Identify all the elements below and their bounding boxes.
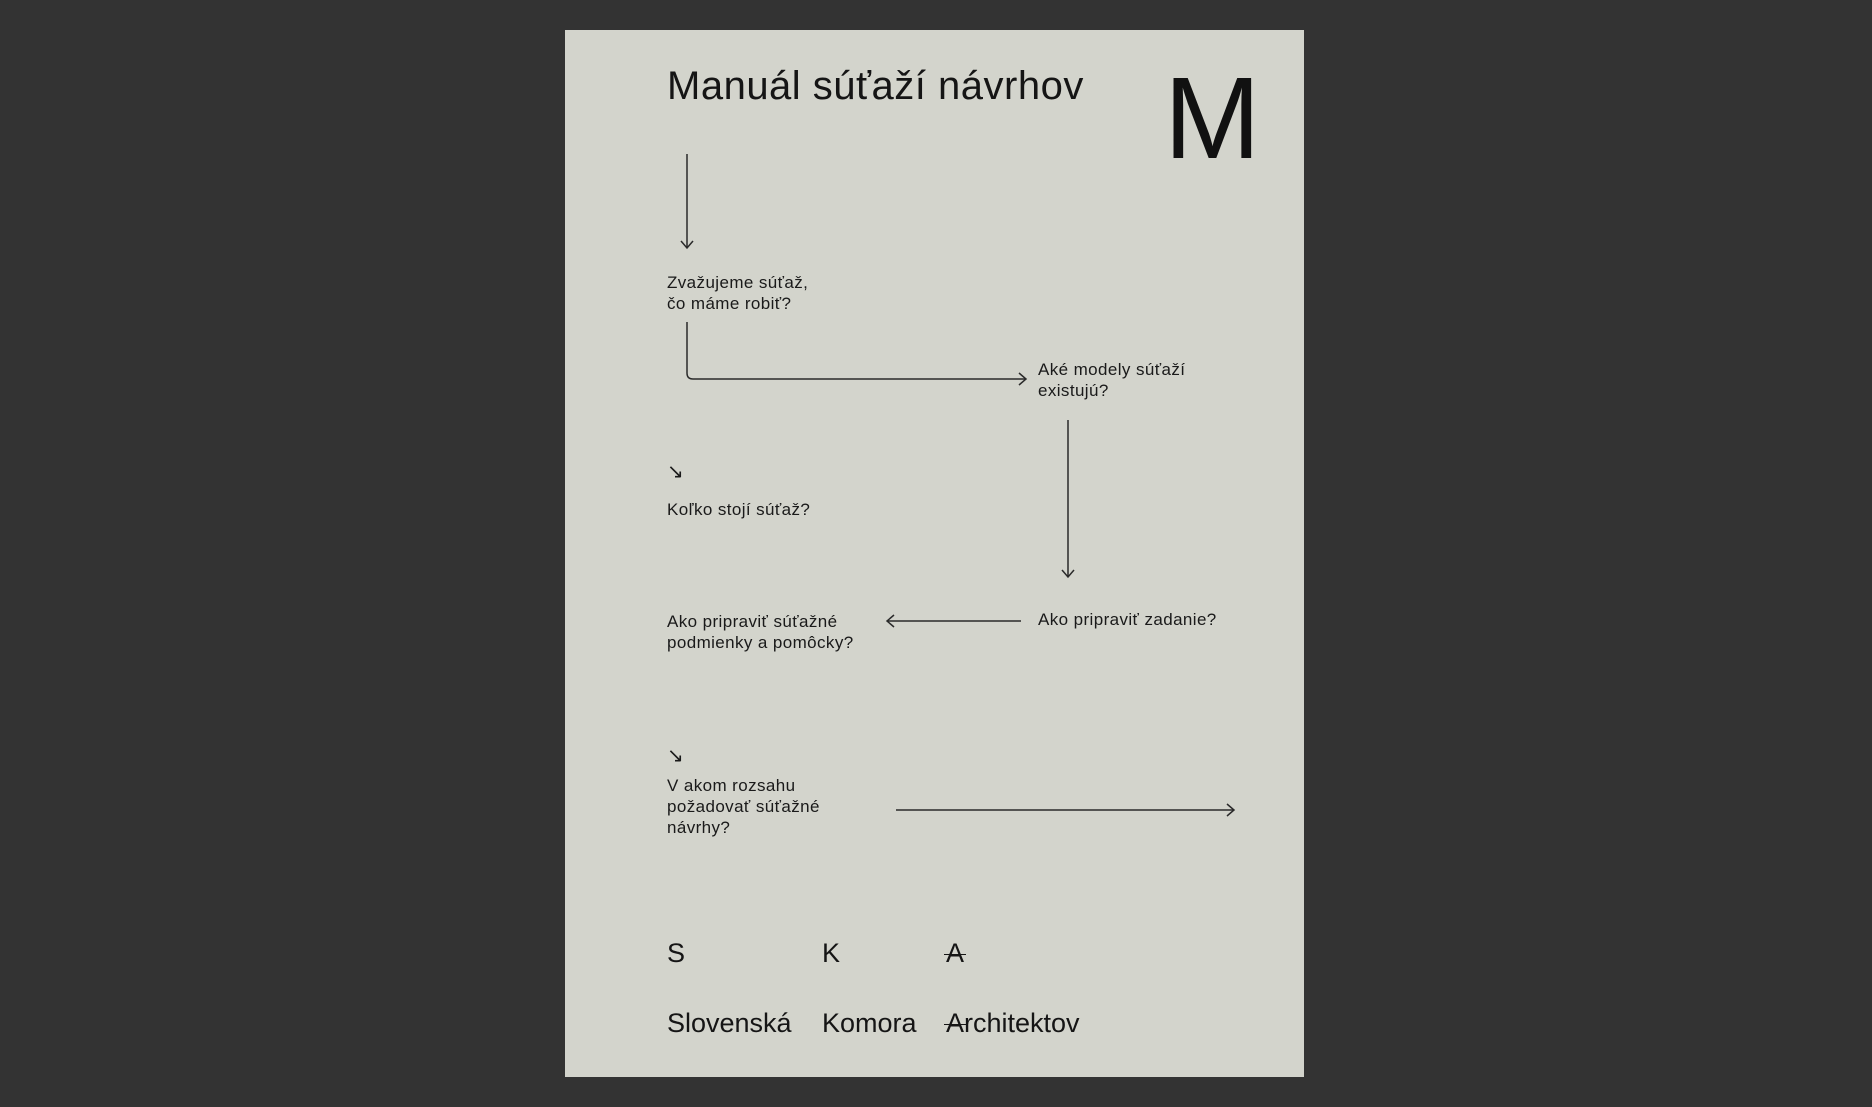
org-word-komora: Komora	[822, 1008, 917, 1038]
question-brief: Ako pripraviť zadanie?	[1038, 610, 1217, 629]
architektov-initial: A	[946, 1008, 965, 1038]
logo-mark: M	[1164, 53, 1261, 183]
question-models: Aké modely súťaží existujú?	[1038, 360, 1186, 400]
initial-k: K	[822, 938, 841, 968]
arrow-down-right-icon: ↘	[667, 461, 684, 483]
question-scope: V akom rozsahu požadovať súťažné návrhy?	[667, 776, 820, 837]
initial-a: A	[946, 938, 965, 968]
question-conditions: Ako pripraviť súťažné podmienky a pomôcky?	[667, 612, 854, 652]
arrow-right-icon	[687, 322, 1026, 385]
arrow-down-icon	[1062, 420, 1074, 577]
arrow-down-right-icon: ↘	[667, 745, 684, 767]
org-word-architektov	[946, 1010, 1080, 1037]
arrow-down-icon	[681, 154, 693, 248]
arrow-left-icon	[887, 615, 1021, 627]
architektov-rest: rchitektov	[964, 1008, 1080, 1038]
question-consider: Zvažujeme súťaž, čo máme robiť?	[667, 273, 809, 313]
arrow-right-icon	[896, 804, 1234, 816]
initial-s: S	[667, 938, 686, 968]
document-page	[565, 30, 1304, 1077]
org-word-slovenska: Slovenská	[667, 1008, 792, 1038]
question-cost: Koľko stojí súťaž?	[667, 500, 811, 519]
document-title: Manuál súťaží návrhov	[667, 64, 1084, 108]
flowchart-arrows	[565, 30, 1304, 1077]
